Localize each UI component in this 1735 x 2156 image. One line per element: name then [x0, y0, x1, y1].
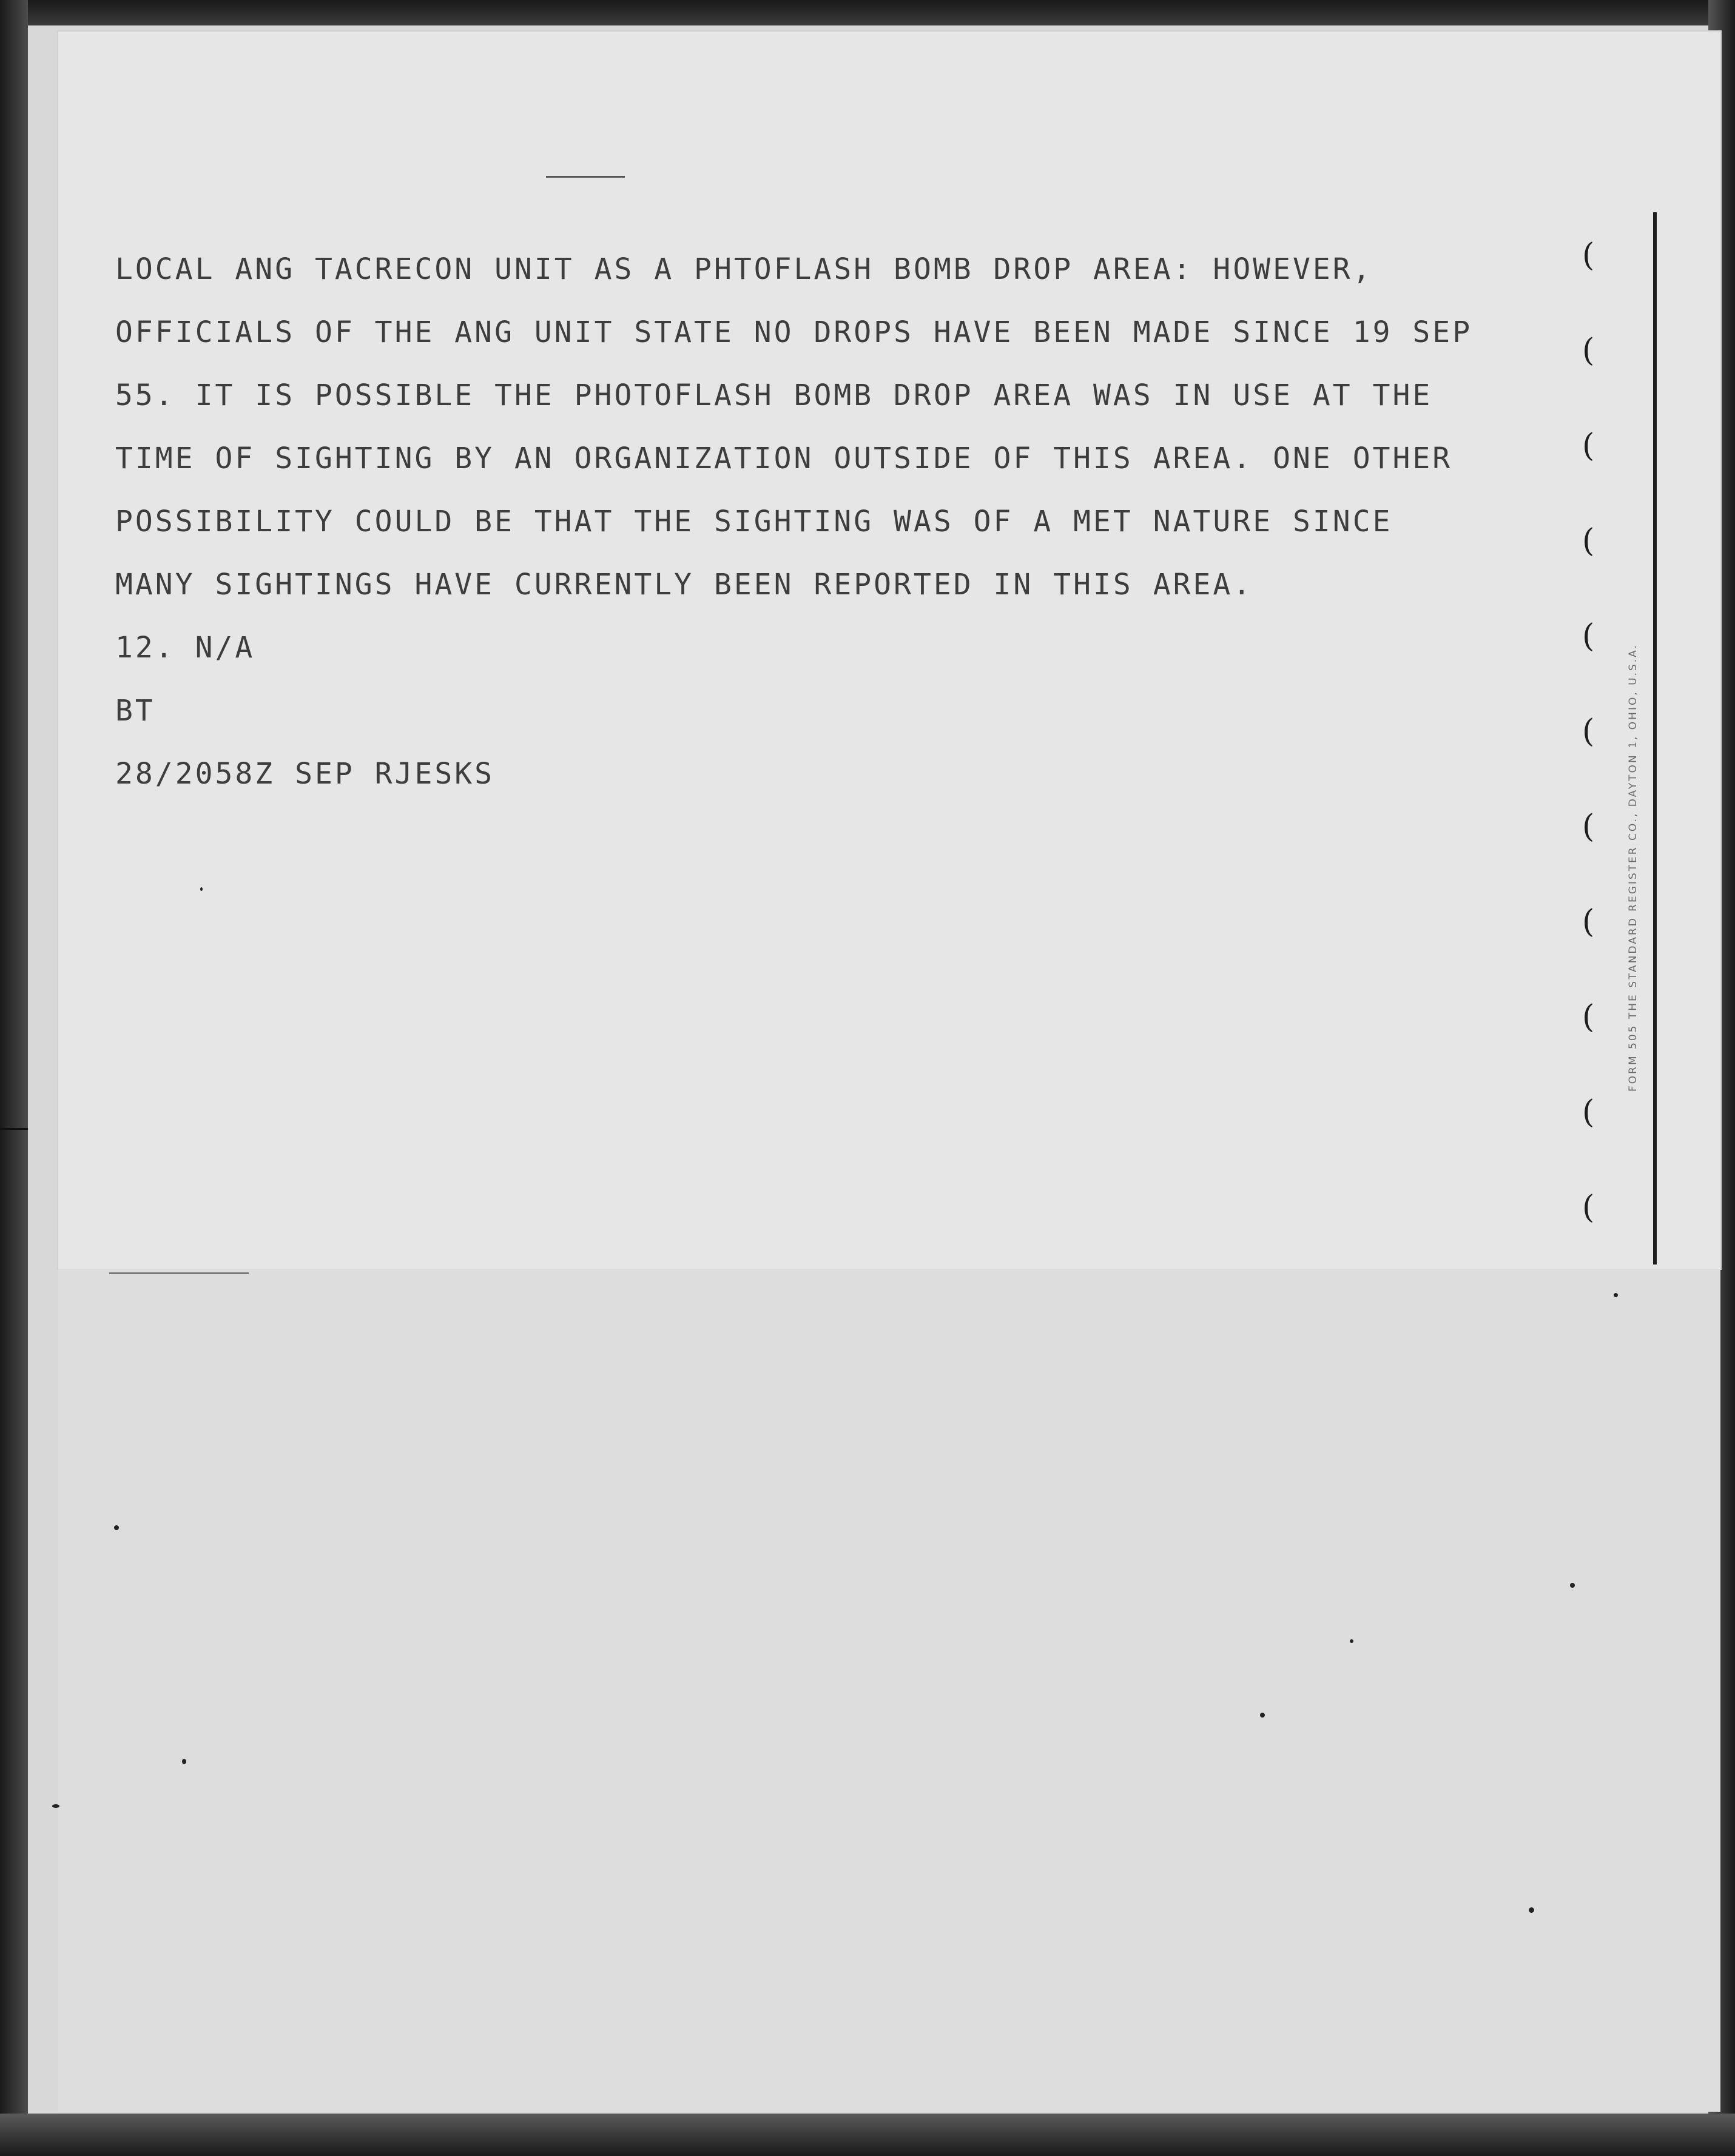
scan-mark: [546, 176, 625, 178]
message-line-1: LOCAL ANG TACRECON UNIT AS A PHTOFLASH BOMB DROP AREA: HOWEVER,: [115, 252, 1373, 286]
paragraph-12: 12. N/A: [115, 631, 255, 665]
message-body: [115, 238, 1559, 805]
feed-hole-icon: (: [1582, 808, 1595, 845]
scan-speck: [1570, 1583, 1575, 1588]
scan-border-bottom: [0, 2114, 1735, 2156]
scan-speck: [182, 1759, 186, 1764]
message-line-6: MANY SIGHTINGS HAVE CURRENTLY BEEN REPORTED IN THIS AREA.: [115, 568, 1253, 602]
break-marker: BT: [115, 694, 155, 728]
message-line-4: TIME OF SIGHTING BY AN ORGANIZATION OUTSIDE OF THIS AREA. ONE OTHER: [115, 442, 1453, 475]
feed-hole-icon: (: [1582, 1189, 1595, 1226]
feed-hole-icon: (: [1582, 332, 1595, 369]
backing-sheet: [58, 1269, 1720, 2112]
scan-speck: [200, 887, 203, 891]
feed-hole-icon: (: [1582, 999, 1595, 1035]
feed-hole-icon: (: [1582, 237, 1595, 274]
scan-speck: [1260, 1713, 1265, 1718]
feed-hole-icon: (: [1582, 618, 1595, 654]
feed-hole-icon: (: [1582, 713, 1595, 750]
scan-speck: [1614, 1293, 1618, 1297]
message-line-2: OFFICIALS OF THE ANG UNIT STATE NO DROPS HAVE BEEN MADE SINCE 19 SEP: [115, 315, 1473, 349]
scan-mark: [0, 1128, 28, 1130]
message-line-5: POSSIBILITY COULD BE THAT THE SIGHTING WAS OF A MET NATURE SINCE: [115, 505, 1393, 539]
margin-rule: [1653, 212, 1657, 1264]
scan-speck: [1350, 1639, 1353, 1643]
message-line-3: 55. IT IS POSSIBLE THE PHOTOFLASH BOMB DROP AREA WAS IN USE AT THE: [115, 378, 1433, 412]
scan-speck: [1529, 1907, 1534, 1913]
scan-border-left: [0, 0, 28, 2156]
form-imprint: FORM 505 THE STANDARD REGISTER CO., DAYTON 1, OHIO, U.S.A.: [1627, 643, 1639, 1092]
scan-speck: [52, 1804, 59, 1808]
feed-hole-icon: (: [1582, 1094, 1595, 1130]
scan-speck: [114, 1525, 119, 1530]
scan-border-top: [0, 0, 1735, 25]
feed-hole-icon: (: [1582, 428, 1595, 464]
feed-hole-icon: (: [1582, 523, 1595, 559]
scan-mark: [109, 1272, 249, 1274]
date-time-group: 28/2058Z SEP RJESKS: [115, 757, 495, 791]
feed-hole-icon: (: [1582, 904, 1595, 940]
